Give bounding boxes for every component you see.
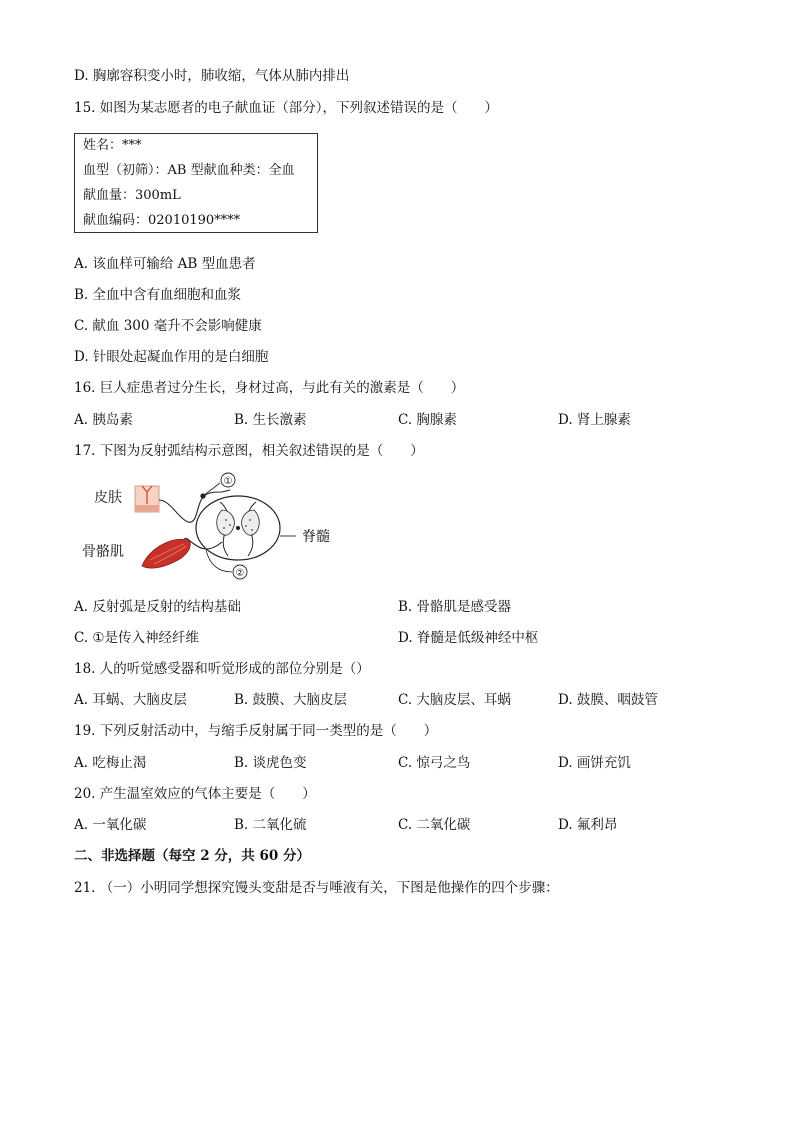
q19-option-b: B. 谈虎色变: [234, 755, 307, 771]
q15-option-a: A. 该血样可输给 AB 型血患者: [74, 256, 256, 272]
skeletal-muscle-icon: [142, 539, 190, 568]
spinal-cord-icon: [196, 496, 280, 560]
reflex-arc-diagram: [70, 470, 360, 585]
q20-option-d: D. 氟利昂: [558, 817, 618, 833]
q15-stem: 15. 如图为某志愿者的电子献血证（部分），下列叙述错误的是（ ）: [74, 100, 499, 116]
q20-option-c: C. 二氧化碳: [398, 817, 471, 833]
q19-option-a: A. 吃梅止渴: [74, 755, 147, 771]
label-mark-1: ①: [223, 476, 233, 487]
q16-option-a: A. 胰岛素: [74, 412, 133, 428]
q18-option-c: C. 大脑皮层、耳蜗: [398, 692, 511, 708]
q17-option-d: D. 脊髓是低级神经中枢: [398, 630, 539, 646]
q17-option-b: B. 骨骼肌是感受器: [398, 599, 512, 615]
q20-option-b: B. 二氧化硫: [234, 817, 307, 833]
card-blood-type: 血型（初筛）：AB 型献血种类：全血: [83, 163, 295, 178]
q15-option-c: C. 献血 300 毫升不会影响健康: [74, 318, 262, 334]
label-muscle: 骨骼肌: [82, 544, 124, 560]
q18-option-a: A. 耳蜗、大脑皮层: [74, 692, 187, 708]
q20-stem: 20. 产生温室效应的气体主要是（ ）: [74, 786, 316, 802]
q19-option-c: C. 惊弓之鸟: [398, 755, 471, 771]
card-volume: 献血量：300mL: [83, 188, 181, 203]
q17-option-c: C. ①是传入神经纤维: [74, 630, 200, 646]
q17-option-a: A. 反射弧是反射的结构基础: [74, 599, 241, 615]
q16-option-d: D. 肾上腺素: [558, 412, 631, 428]
skin-icon: [135, 486, 159, 512]
q16-stem: 16. 巨人症患者过分生长，身材过高，与此有关的激素是（ ）: [74, 380, 465, 396]
q14-option-d: D. 胸廓容积变小时，肺收缩，气体从肺内排出: [74, 68, 350, 84]
q17-stem: 17. 下图为反射弧结构示意图，相关叙述错误的是（ ）: [74, 443, 424, 459]
q16-option-c: C. 胸腺素: [398, 412, 457, 428]
q15-option-d: D. 针眼处起凝血作用的是白细胞: [74, 349, 269, 365]
q18-option-b: B. 鼓膜、大脑皮层: [234, 692, 348, 708]
label-spinal-cord: 脊髓: [302, 529, 330, 545]
card-code: 献血编码：02010190****: [83, 213, 241, 228]
section-heading: 二、非选择题（每空 2 分，共 60 分）: [74, 848, 310, 864]
q21-stem: 21. （一）小明同学想探究馒头变甜是否与唾液有关，下图是他操作的四个步骤：: [74, 880, 559, 896]
q18-option-d: D. 鼓膜、咽鼓管: [558, 692, 658, 708]
blood-donation-card: [74, 133, 318, 233]
q19-option-d: D. 画饼充饥: [558, 755, 631, 771]
q18-stem: 18. 人的听觉感受器和听觉形成的部位分别是（）: [74, 661, 370, 677]
label-skin: 皮肤: [94, 490, 122, 506]
q19-stem: 19. 下列反射活动中，与缩手反射属于同一类型的是（ ）: [74, 723, 438, 739]
q15-option-b: B. 全血中含有血细胞和血浆: [74, 287, 242, 303]
card-name: 姓名：***: [83, 138, 142, 153]
q16-option-b: B. 生长激素: [234, 412, 307, 428]
q20-option-a: A. 一氧化碳: [74, 817, 147, 833]
label-mark-2: ②: [235, 568, 245, 579]
